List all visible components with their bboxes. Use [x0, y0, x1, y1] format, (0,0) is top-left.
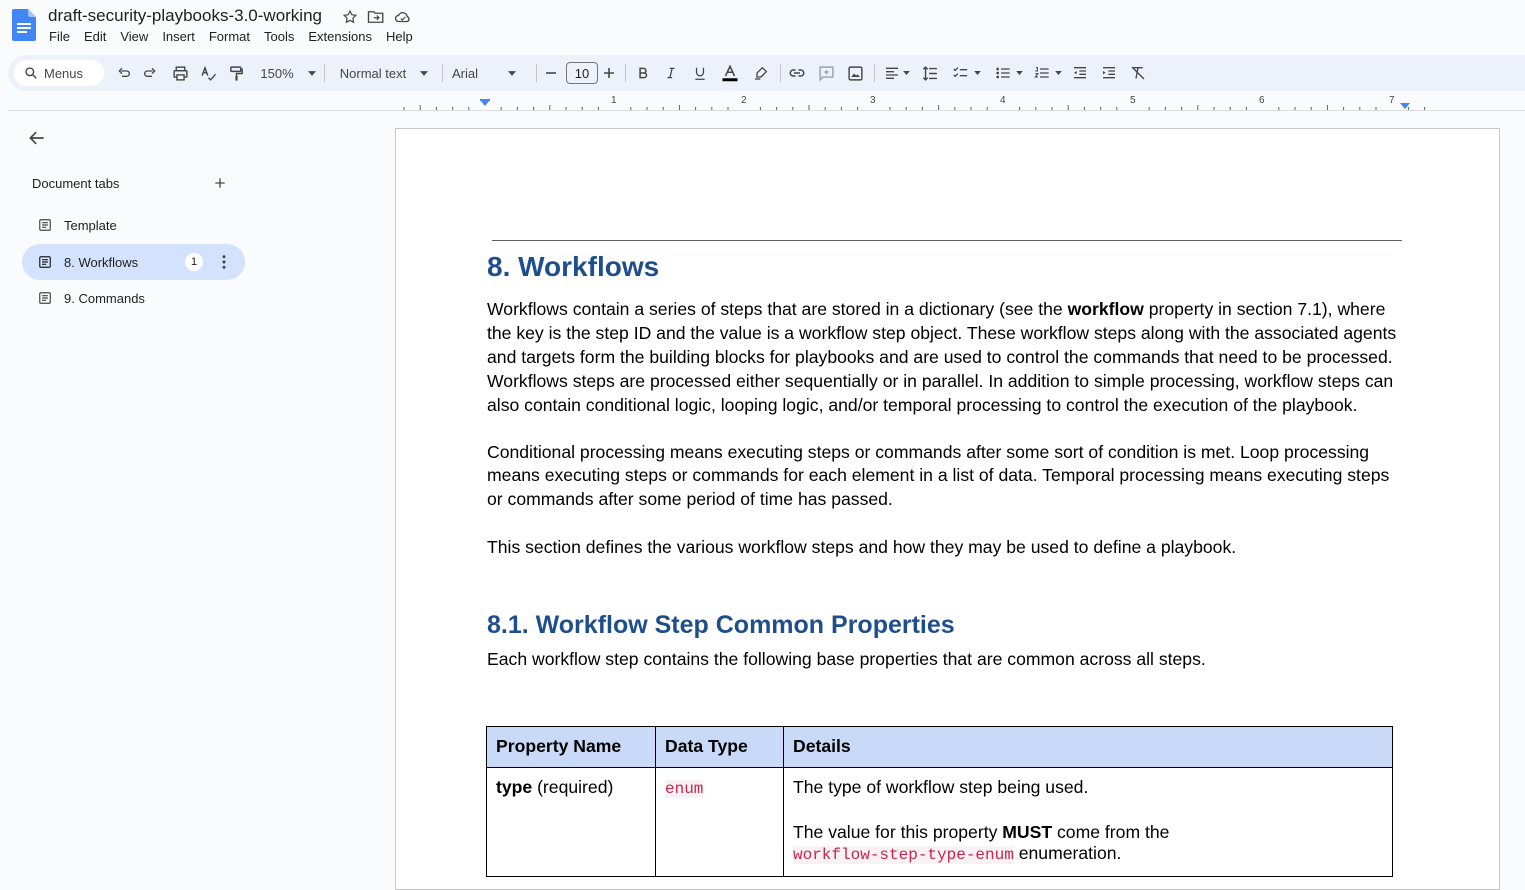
paragraph-style-value: Normal text [339, 65, 407, 81]
paragraph-style-select[interactable] [334, 55, 434, 91]
toolbar [8, 55, 1525, 91]
ruler-mark-2: 2 [741, 95, 747, 106]
detail-text: The type of workflow step being used. [793, 777, 1089, 797]
add-tab-icon[interactable] [212, 175, 228, 191]
paragraph-2: Conditional processing means executing steps or commands after some sort of condition is met. Loop processing means executing steps or commands for each element in a list of data. Temporal processing means executing steps or commands after some period of time has passed. [487, 441, 1390, 510]
highlight-color-icon[interactable] [750, 55, 772, 91]
numbered-list-select[interactable] [1030, 55, 1066, 91]
numbered-list-icon [1034, 65, 1050, 81]
table-row [487, 768, 1393, 877]
insert-link-icon[interactable] [786, 55, 808, 91]
font-select[interactable] [452, 55, 528, 91]
spellcheck-icon[interactable] [196, 55, 220, 91]
table-header-cell: Data Type [656, 727, 784, 768]
table-header-cell: Property Name [487, 727, 656, 768]
paragraph-3: This section defines the various workflow steps and how they may be used to define a playbook. [487, 537, 1237, 558]
table-header-row [487, 727, 1393, 768]
checklist-icon [952, 65, 969, 81]
star-icon[interactable] [342, 9, 358, 25]
decrease-font-size-icon[interactable] [542, 55, 560, 91]
chevron-down-icon [1055, 71, 1062, 75]
properties-table [486, 726, 1393, 877]
font-value: Arial [452, 65, 479, 81]
paragraph-4: Each workflow step contains the following base properties that are common across all steps. [487, 649, 1206, 670]
insert-image-icon[interactable] [844, 55, 866, 91]
menu-extensions[interactable]: Extensions [308, 29, 372, 44]
heading-workflows: 8. Workflows [487, 251, 660, 282]
table-cell [784, 768, 1393, 877]
table-cell: type (required) [487, 768, 656, 877]
increase-font-size-icon[interactable] [600, 55, 618, 91]
ruler-mark-5: 5 [1130, 95, 1136, 106]
document-title[interactable]: draft-security-playbooks-3.0-working [48, 6, 322, 25]
menu-view[interactable]: View [120, 29, 149, 44]
menu-insert[interactable]: Insert [162, 29, 195, 44]
horizontal-ruler[interactable] [388, 95, 1525, 111]
toolbar-separator [324, 64, 325, 82]
tab-8-workflows[interactable] [22, 244, 245, 280]
document-page[interactable] [395, 128, 1500, 890]
document-tab-icon [38, 218, 52, 232]
redo-icon[interactable] [138, 55, 162, 91]
toolbar-separator [625, 64, 626, 82]
line-spacing-icon[interactable] [918, 55, 942, 91]
chevron-down-icon [308, 71, 316, 76]
document-body[interactable] [487, 247, 1407, 672]
chevron-down-icon [1016, 71, 1023, 75]
ruler-mark-6: 6 [1259, 95, 1265, 106]
tab-label: 9. Commands [64, 290, 145, 306]
menu-edit[interactable]: Edit [83, 29, 107, 44]
text-color-icon[interactable] [719, 55, 741, 91]
chevron-down-icon [508, 71, 516, 76]
paint-format-icon[interactable] [224, 55, 248, 91]
paragraph-1: Workflows contain a series of steps that are stored in a dictionary (see the workflow property in section 7.1), where the key is the step ID and the value is a workflow step object. These workflow steps along with the associated agents and targets form the building blocks for playbooks and are used to control the commands that need to be processed. Workflows steps are processed either sequentially or in parallel. In addition to simple processing, workflow steps can also contain conditional logic, looping logic, and/or temporal processing to control the execution of the playbook. [487, 299, 1397, 415]
bold-icon[interactable] [632, 55, 654, 91]
undo-icon[interactable] [112, 55, 136, 91]
document-tab-icon [38, 255, 52, 269]
decrease-indent-icon[interactable] [1068, 55, 1092, 91]
tab-9-commands[interactable] [22, 280, 245, 316]
move-folder-icon[interactable] [367, 9, 385, 25]
bulleted-list-select[interactable] [991, 55, 1027, 91]
zoom-select[interactable] [254, 55, 322, 91]
tab-label: 8. Workflows [64, 254, 139, 270]
search-icon [24, 66, 38, 80]
add-comment-icon[interactable] [815, 55, 837, 91]
tab-label: Template [64, 217, 117, 233]
chevron-down-icon [974, 71, 981, 75]
menu-bar [42, 28, 420, 45]
toolbar-separator [536, 64, 537, 82]
print-icon[interactable] [168, 55, 192, 91]
font-size-input[interactable]: 10 [566, 62, 598, 84]
docs-logo-icon[interactable] [12, 9, 36, 41]
toolbar-separator [442, 64, 443, 82]
heading-common-properties: 8.1. Workflow Step Common Properties [487, 611, 955, 640]
table-header-cell: Details [784, 727, 1393, 768]
underline-icon[interactable] [689, 55, 711, 91]
tab-template[interactable] [22, 207, 245, 243]
ruler-mark-4: 4 [1000, 95, 1006, 106]
title-bar [0, 0, 1525, 52]
back-arrow-icon[interactable] [27, 128, 47, 148]
checklist-select[interactable] [948, 55, 984, 91]
ruler-mark-7: 7 [1389, 95, 1395, 106]
horizontal-rule [492, 240, 1402, 241]
cloud-status-icon[interactable] [394, 9, 412, 25]
ruler-divider [8, 110, 1525, 111]
chevron-down-icon [903, 71, 910, 75]
align-left-icon [884, 65, 900, 81]
more-options-icon[interactable] [215, 253, 233, 271]
document-tab-icon [38, 291, 52, 305]
toolbar-separator [780, 64, 781, 82]
detail-text: The value for this property MUST come from the workflow-step-type-enum enumeration. [793, 822, 1170, 864]
clear-formatting-icon[interactable] [1126, 55, 1150, 91]
ruler-mark-3: 3 [870, 95, 876, 106]
menu-file[interactable]: File [49, 29, 70, 44]
menu-tools[interactable]: Tools [264, 29, 295, 44]
align-select[interactable] [880, 55, 914, 91]
document-tabs-heading: Document tabs [32, 176, 120, 191]
menu-format[interactable]: Format [208, 29, 250, 44]
bulleted-list-icon [995, 65, 1011, 81]
toolbar-separator [874, 64, 875, 82]
table-cell: enum [656, 768, 784, 877]
ruler-mark-1: 1 [611, 95, 617, 106]
menu-help[interactable]: Help [385, 29, 413, 44]
comment-count-badge: 1 [185, 253, 203, 271]
menus-search[interactable] [14, 60, 104, 86]
menus-search-label: Menus [44, 65, 84, 81]
zoom-value: 150% [260, 65, 294, 81]
italic-icon[interactable] [660, 55, 682, 91]
increase-indent-icon[interactable] [1097, 55, 1121, 91]
chevron-down-icon [420, 71, 428, 76]
